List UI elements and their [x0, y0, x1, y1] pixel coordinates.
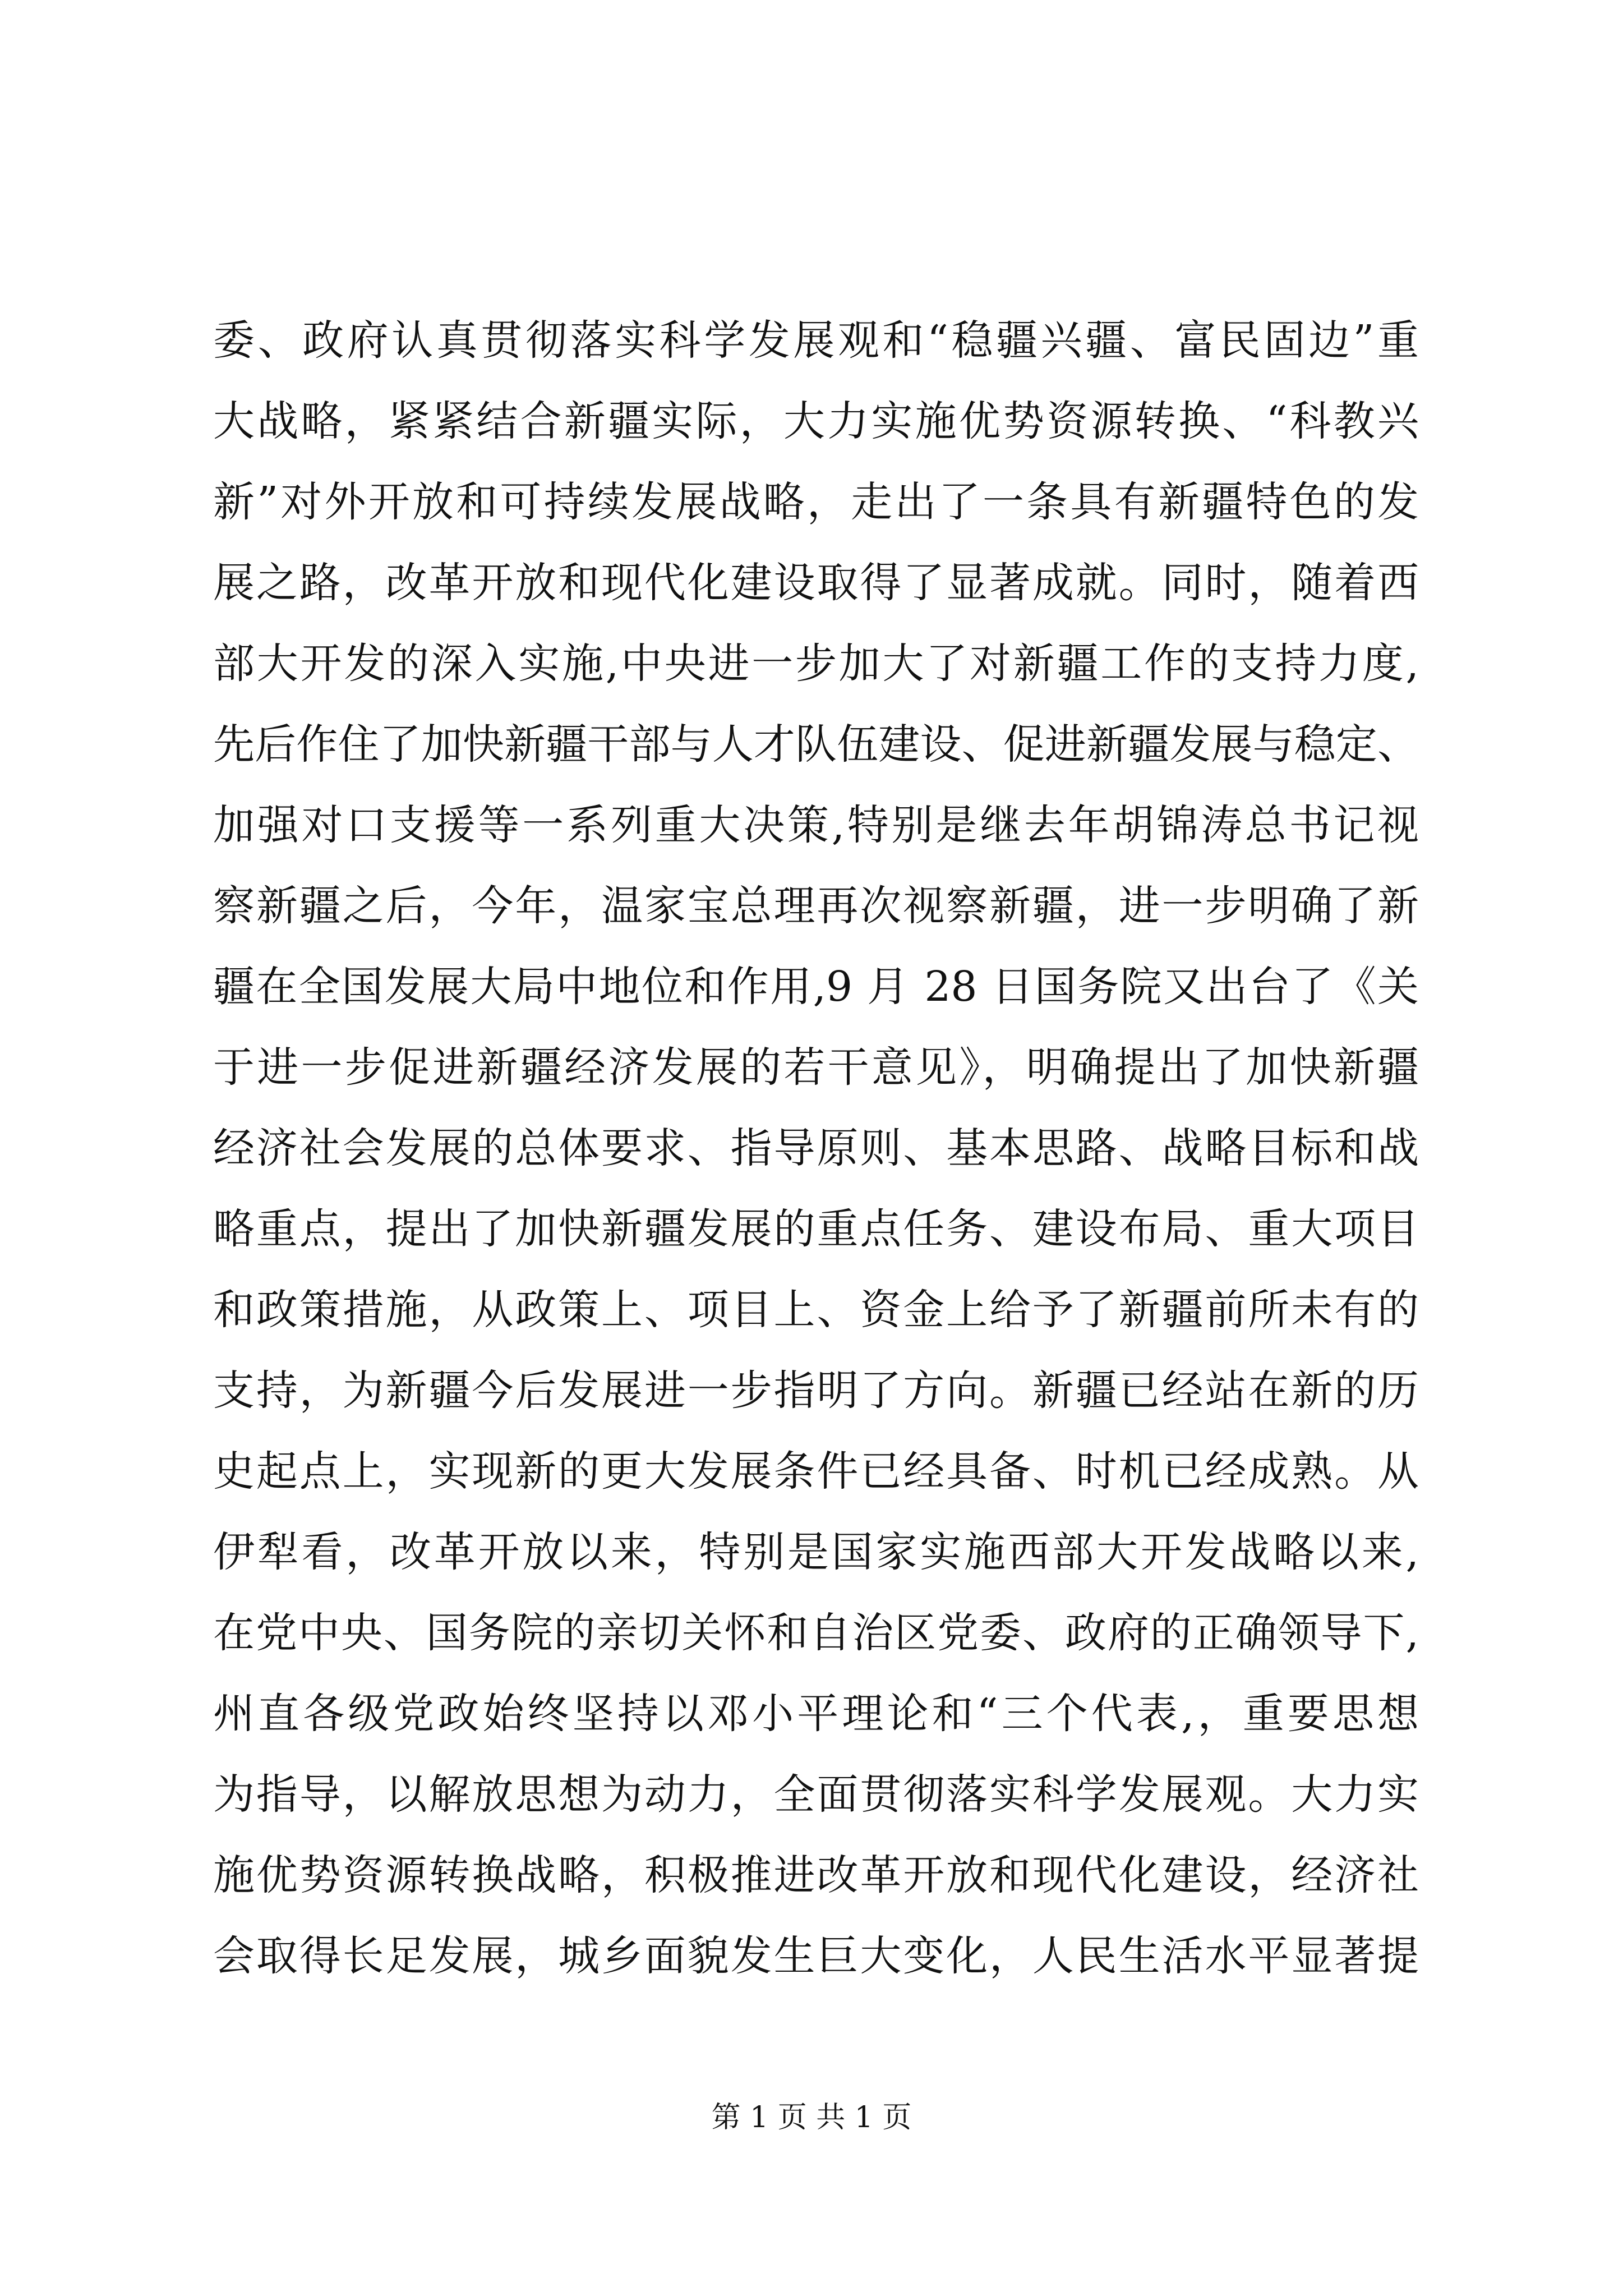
text-line: 察新疆之后，今年，温家宝总理再次视察新疆，进一步明确了新 — [213, 882, 1419, 930]
text-line: 伊犁看，改革开放以来，特别是国家实施西部大开发战略以来, — [213, 1528, 1419, 1576]
text-line: 和政策措施，从政策上、项目上、资金上给予了新疆前所未有的 — [213, 1286, 1419, 1334]
body-text — [213, 300, 1419, 1996]
text-line: 大战略，紧紧结合新疆实际，大力实施优势资源转换、“科教兴 — [213, 397, 1419, 445]
text-line: 先后作住了加快新疆干部与人才队伍建设、促进新疆发展与稳定、 — [213, 720, 1419, 769]
text-line: 为指导，以解放思想为动力，全面贯彻落实科学发展观。大力实 — [213, 1770, 1419, 1819]
page-footer — [0, 2098, 1623, 2137]
text-line: 史起点上，实现新的更大发展条件已经具备、时机已经成熟。从 — [213, 1447, 1419, 1496]
text-line: 略重点，提出了加快新疆发展的重点任务、建设布局、重大项目 — [213, 1205, 1419, 1253]
text-line: 展之路，改革开放和现代化建设取得了显著成就。同时，随着西 — [213, 559, 1419, 607]
text-line: 委、政府认真贯彻落实科学发展观和“稳疆兴疆、富民固边”重 — [213, 316, 1419, 365]
page-number-label: 第 1 页 共 1 页 — [711, 2101, 912, 2134]
text-line: 在党中央、国务院的亲切关怀和自治区党委、政府的正确领导下, — [213, 1609, 1419, 1657]
text-line: 部大开发的深入实施,中央进一步加大了对新疆工作的支持力度, — [213, 639, 1419, 688]
text-line: 州直各级党政始终坚持以邓小平理论和“三个代表,，重要思想 — [213, 1690, 1419, 1738]
text-line: 施优势资源转换战略，积极推进改革开放和现代化建设，经济社 — [213, 1851, 1419, 1899]
text-line: 会取得长足发展，城乡面貌发生巨大变化，人民生活水平显著提 — [213, 1932, 1419, 1980]
text-line: 加强对口支援等一系列重大决策,特别是继去年胡锦涛总书记视 — [213, 801, 1419, 849]
text-line: 新”对外开放和可持续发展战略，走出了一条具有新疆特色的发 — [213, 478, 1419, 526]
text-line: 支持，为新疆今后发展进一步指明了方向。新疆已经站在新的历 — [213, 1366, 1419, 1415]
text-line: 疆在全国发展大局中地位和作用,9 月 28 日国务院又出台了《关 — [213, 963, 1419, 1011]
text-line: 于进一步促进新疆经济发展的若干意见》，明确提出了加快新疆 — [213, 1043, 1419, 1092]
text-line: 经济社会发展的总体要求、指导原则、基本思路、战略目标和战 — [213, 1124, 1419, 1172]
